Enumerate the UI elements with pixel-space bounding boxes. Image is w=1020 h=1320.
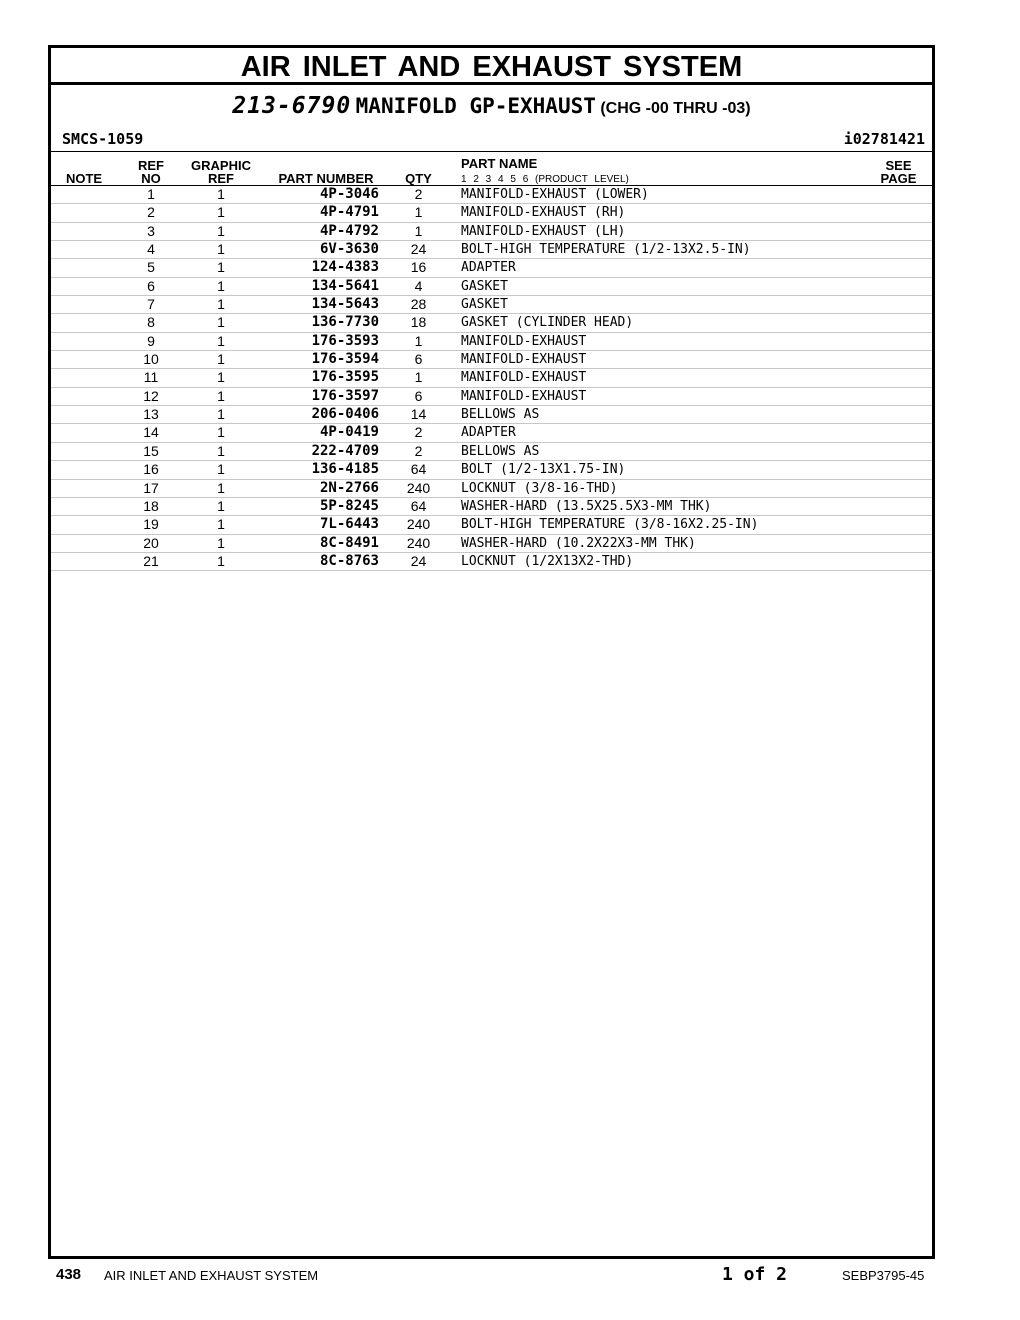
col-part-number: PART NUMBER <box>278 171 374 186</box>
ref-no: 14 <box>143 424 159 441</box>
change-range: (CHG -00 THRU -03) <box>600 100 751 117</box>
part-number: 2N-2766 <box>319 479 379 496</box>
part-name: MANIFOLD-EXHAUST <box>461 388 587 404</box>
table-row <box>51 406 932 424</box>
part-name: MANIFOLD-EXHAUST (LOWER) <box>461 187 649 202</box>
page-frame <box>48 45 935 1259</box>
part-number: 4P-3046 <box>319 186 379 202</box>
table-row <box>51 314 932 332</box>
table-row <box>51 480 932 498</box>
col-graphic-bottom: REF <box>208 171 234 186</box>
ref-no: 19 <box>143 516 159 533</box>
part-number: 4P-0419 <box>319 424 379 441</box>
quantity: 6 <box>414 351 423 368</box>
part-name: BOLT-HIGH TEMPERATURE (3/8-16X2.25-IN) <box>461 517 759 533</box>
quantity: 64 <box>410 461 427 478</box>
ref-no: 9 <box>147 332 155 349</box>
part-number: 176-3595 <box>311 369 379 386</box>
graphic-ref: 1 <box>217 479 225 496</box>
graphic-ref: 1 <box>217 222 225 239</box>
part-number: 8C-8763 <box>319 552 379 569</box>
table-row <box>51 278 932 296</box>
part-name: WASHER-HARD (13.5X25.5X3-MM THK) <box>461 498 712 514</box>
table-row <box>51 535 932 553</box>
graphic-ref: 1 <box>217 442 225 459</box>
part-number: 6V-3630 <box>319 241 379 258</box>
quantity: 240 <box>406 479 431 496</box>
graphic-ref: 1 <box>217 259 225 276</box>
ref-no: 3 <box>147 222 155 239</box>
ref-no: 8 <box>147 314 155 331</box>
graphic-ref: 1 <box>217 516 225 533</box>
part-name: GASKET <box>461 278 508 294</box>
group-part-number: 213-6790 <box>232 93 352 119</box>
part-number: 222-4709 <box>311 442 379 459</box>
table-row <box>51 424 932 442</box>
part-name: LOCKNUT (1/2X13X2-THD) <box>461 553 634 569</box>
smcs-code: SMCS-1059 <box>62 130 144 148</box>
part-name: MANIFOLD-EXHAUST <box>461 370 587 386</box>
part-name: ADAPTER <box>461 425 516 441</box>
col-ref-top: REF <box>138 158 164 173</box>
graphic-ref: 1 <box>217 277 225 294</box>
table-row <box>51 186 932 204</box>
ref-no: 4 <box>147 241 155 258</box>
table-row <box>51 204 932 222</box>
quantity: 64 <box>410 497 427 514</box>
ref-no: 1 <box>147 186 155 202</box>
graphic-ref: 1 <box>217 204 225 221</box>
part-number: 4P-4791 <box>319 204 379 221</box>
quantity: 1 <box>414 332 423 349</box>
ref-no: 10 <box>143 351 159 368</box>
col-qty: QTY <box>405 171 432 186</box>
graphic-ref: 1 <box>217 387 225 404</box>
part-number: 7L-6443 <box>319 516 379 533</box>
table-row <box>51 498 932 516</box>
part-number: 206-0406 <box>311 406 379 423</box>
ref-no: 21 <box>143 552 159 569</box>
part-number: 134-5643 <box>311 296 379 313</box>
table-row <box>51 351 932 369</box>
graphic-ref: 1 <box>217 552 225 569</box>
part-name: GASKET (CYLINDER HEAD) <box>461 315 634 331</box>
col-see-top: SEE <box>885 158 912 173</box>
part-number: 176-3597 <box>311 387 379 404</box>
part-name: BOLT (1/2-13X1.75-IN) <box>461 462 626 478</box>
group-title <box>51 93 932 119</box>
table-row <box>51 553 932 571</box>
ref-no: 12 <box>143 387 159 404</box>
ref-no: 17 <box>143 479 159 496</box>
page-footer <box>0 1266 1020 1286</box>
part-name: MANIFOLD-EXHAUST (LH) <box>461 223 626 239</box>
graphic-ref: 1 <box>217 296 225 313</box>
col-part-name: PART NAME <box>461 156 538 171</box>
part-name: MANIFOLD-EXHAUST <box>461 333 587 349</box>
col-see-bottom: PAGE <box>880 171 917 186</box>
quantity: 18 <box>410 314 427 331</box>
graphic-ref: 1 <box>217 424 225 441</box>
graphic-ref: 1 <box>217 351 225 368</box>
quantity: 6 <box>414 387 423 404</box>
quantity: 1 <box>414 369 423 386</box>
quantity: 14 <box>410 406 427 423</box>
ref-no: 15 <box>143 442 159 459</box>
table-row <box>51 223 932 241</box>
part-name: MANIFOLD-EXHAUST <box>461 352 587 368</box>
sheet-count: 1 of 2 <box>722 1264 788 1285</box>
group-part-name: MANIFOLD GP-EXHAUST <box>355 94 596 118</box>
part-name: BELLOWS AS <box>461 443 540 459</box>
table-row <box>51 516 932 534</box>
page-number: 438 <box>56 1266 82 1283</box>
ref-no: 18 <box>143 497 159 514</box>
document-id: i02781421 <box>843 130 925 148</box>
ref-no: 11 <box>143 369 159 386</box>
quantity: 2 <box>414 186 423 202</box>
quantity: 1 <box>414 222 423 239</box>
graphic-ref: 1 <box>217 534 225 551</box>
part-name: LOCKNUT (3/8-16-THD) <box>461 480 618 496</box>
graphic-ref: 1 <box>217 332 225 349</box>
graphic-ref: 1 <box>217 314 225 331</box>
header-divider <box>51 151 932 152</box>
quantity: 24 <box>410 552 427 569</box>
quantity: 2 <box>414 442 423 459</box>
footer-section: AIR INLET AND EXHAUST SYSTEM <box>104 1268 319 1283</box>
ref-no: 13 <box>143 406 159 423</box>
part-name: BELLOWS AS <box>461 407 540 423</box>
part-name: GASKET <box>461 297 508 313</box>
graphic-ref: 1 <box>217 497 225 514</box>
quantity: 16 <box>410 259 427 276</box>
table-row <box>51 241 932 259</box>
part-number: 176-3593 <box>311 332 379 349</box>
part-number: 4P-4792 <box>319 222 379 239</box>
part-number: 124-4383 <box>311 259 379 276</box>
table-row <box>51 388 932 406</box>
col-graphic-top: GRAPHIC <box>191 158 251 173</box>
part-number: 136-7730 <box>311 314 379 331</box>
ref-no: 20 <box>143 534 159 551</box>
ref-no: 7 <box>147 296 155 313</box>
part-name: BOLT-HIGH TEMPERATURE (1/2-13X2.5-IN) <box>461 242 751 258</box>
part-name: ADAPTER <box>461 260 516 276</box>
part-number: 136-4185 <box>311 461 379 478</box>
quantity: 4 <box>414 277 423 294</box>
ref-no: 2 <box>147 204 155 221</box>
graphic-ref: 1 <box>217 241 225 258</box>
part-number: 176-3594 <box>311 351 379 368</box>
col-note: NOTE <box>65 171 103 186</box>
part-number: 5P-8245 <box>319 497 379 514</box>
table-row <box>51 443 932 461</box>
graphic-ref: 1 <box>217 406 225 423</box>
quantity: 240 <box>406 516 431 533</box>
ref-no: 16 <box>143 461 159 478</box>
part-name: MANIFOLD-EXHAUST (RH) <box>461 205 626 221</box>
quantity: 28 <box>410 296 427 313</box>
table-row <box>51 333 932 351</box>
ref-no: 5 <box>147 259 155 276</box>
table-row <box>51 461 932 479</box>
quantity: 2 <box>414 424 423 441</box>
product-level-legend: 1 2 3 4 5 6 (PRODUCT LEVEL) <box>461 174 629 185</box>
part-number: 8C-8491 <box>319 534 379 551</box>
section-title: AIR INLET AND EXHAUST SYSTEM <box>51 48 932 85</box>
parts-table <box>51 186 932 571</box>
table-row <box>51 369 932 387</box>
footer-doc-number: SEBP3795-45 <box>842 1268 925 1283</box>
table-row <box>51 259 932 277</box>
part-name: WASHER-HARD (10.2X22X3-MM THK) <box>461 535 696 551</box>
ref-no: 6 <box>147 277 155 294</box>
col-ref-bottom: NO <box>141 171 161 186</box>
quantity: 1 <box>414 204 423 221</box>
quantity: 24 <box>410 241 427 258</box>
quantity: 240 <box>406 534 431 551</box>
graphic-ref: 1 <box>217 461 225 478</box>
graphic-ref: 1 <box>217 369 225 386</box>
graphic-ref: 1 <box>217 186 225 202</box>
table-row <box>51 296 932 314</box>
part-number: 134-5641 <box>311 277 379 294</box>
